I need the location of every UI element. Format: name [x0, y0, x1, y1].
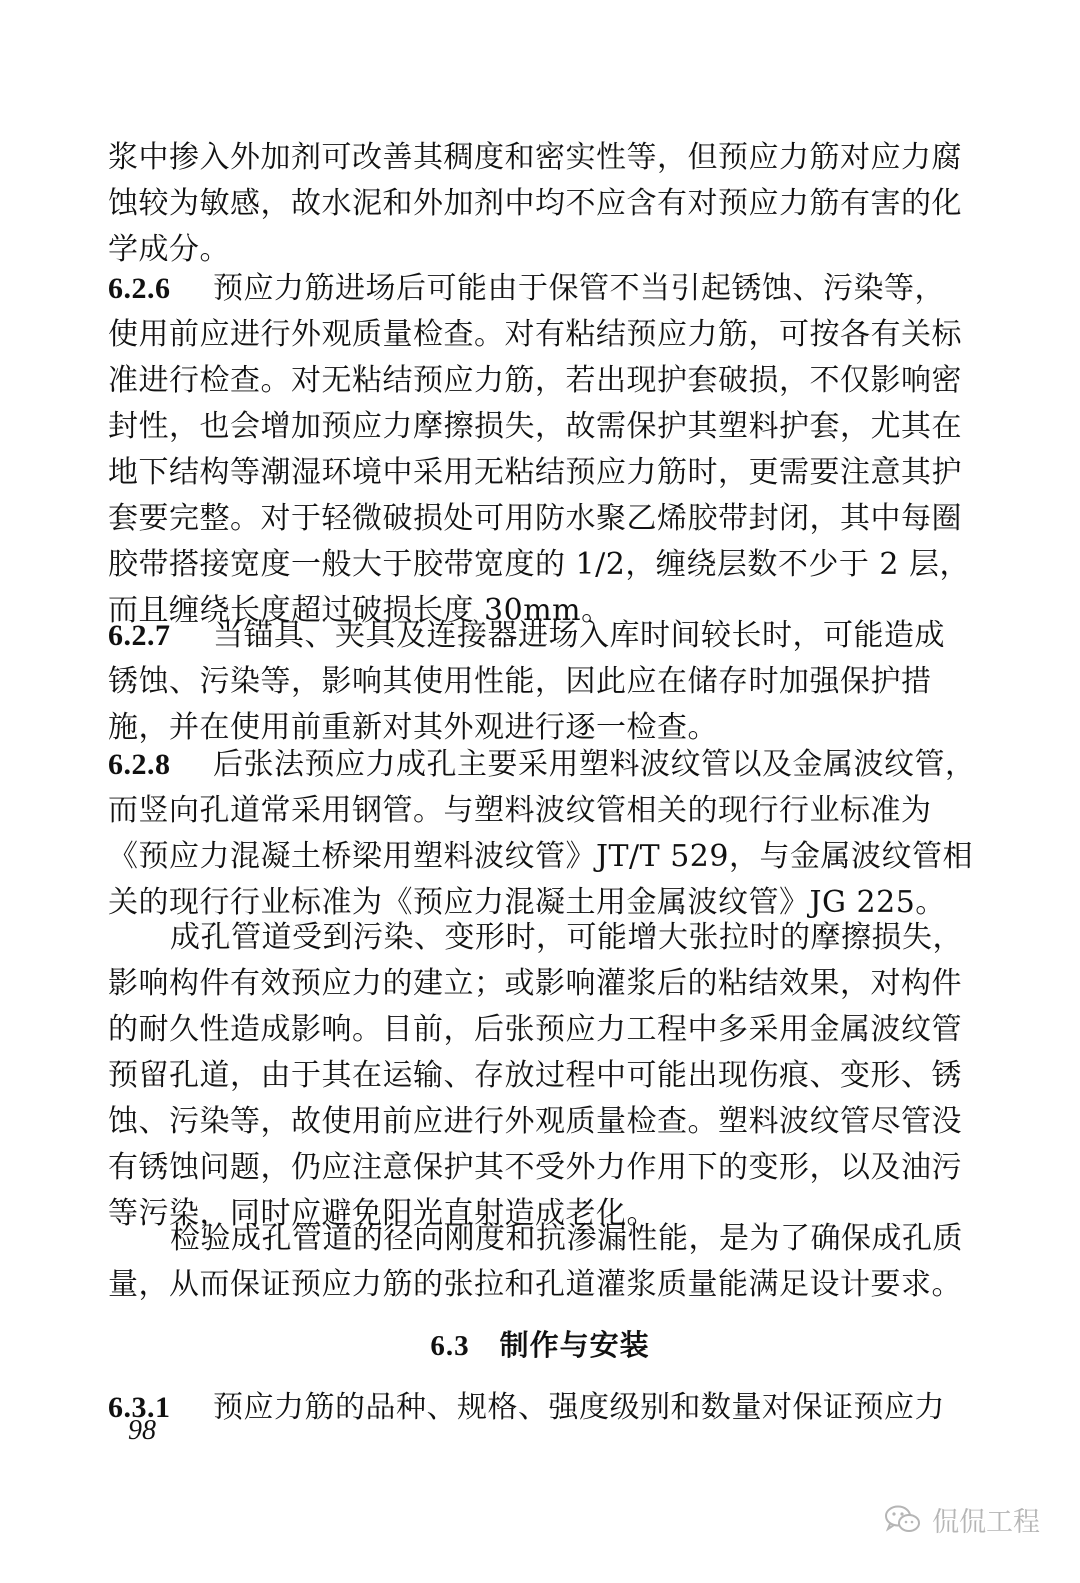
text-line: 的耐久性造成影响。目前，后张预应力工程中多采用金属波纹管	[108, 1012, 962, 1047]
text-line	[108, 613, 963, 659]
text-line: 蚀、污染等，故使用前应进行外观质量检查。塑料波纹管尽管没	[108, 1104, 962, 1139]
text-line: 预留孔道，由于其在运输、存放过程中可能出现伤痕、变形、锈	[108, 1058, 962, 1093]
text-line: 锈蚀、污染等，影响其使用性能，因此应在储存时加强保护措	[108, 664, 932, 699]
text-line-content: 预应力筋的品种、规格、强度级别和数量对保证预应力	[213, 1390, 945, 1425]
watermark-text: 侃侃工程	[932, 1507, 1040, 1538]
clause-number: 6.3.1	[108, 1391, 171, 1424]
clause-number: 6.2.7	[108, 619, 171, 652]
section-heading	[0, 1323, 1080, 1364]
text-line: 学成分。	[108, 232, 230, 267]
text-line-content: 预应力筋进场后可能由于保管不当引起锈蚀、污染等，	[213, 271, 945, 306]
text-line: 准进行检查。对无粘结预应力筋，若出现护套破损，不仅影响密	[108, 363, 962, 398]
page-number: 98	[128, 1415, 156, 1446]
text-line: 影响构件有效预应力的建立；或影响灌浆后的粘结效果，对构件	[108, 966, 962, 1001]
text-line-content: 检验成孔管道的径向刚度和抗渗漏性能，是为了确保成孔质	[170, 1221, 963, 1256]
text-line: 而竖向孔道常采用钢管。与塑料波纹管相关的现行行业标准为	[108, 793, 932, 828]
text-line: 套要完整。对于轻微破损处可用防水聚乙烯胶带封闭，其中每圈	[108, 501, 962, 536]
text-line	[108, 1216, 963, 1262]
text-line: 量，从而保证预应力筋的张拉和孔道灌浆质量能满足设计要求。	[108, 1267, 962, 1302]
section-number: 6.3	[430, 1330, 470, 1362]
text-line: 蚀较为敏感，故水泥和外加剂中均不应含有对预应力筋有害的化	[108, 186, 962, 221]
text-line: 关的现行行业标准为《预应力混凝土用金属波纹管》JG 225。	[108, 885, 946, 920]
text-line	[108, 266, 963, 312]
text-line	[108, 742, 976, 788]
paragraph-continuation	[108, 135, 963, 273]
section-title: 制作与安装	[499, 1328, 650, 1362]
text-line: 《预应力混凝土桥梁用塑料波纹管》JT/T 529，与金属波纹管相	[108, 839, 973, 874]
text-line-content: 后张法预应力成孔主要采用塑料波纹管以及金属波纹管，	[213, 747, 976, 782]
clause-6-2-6	[108, 266, 970, 634]
clause-6-3-1	[108, 1385, 963, 1431]
clause-6-2-7	[108, 613, 963, 751]
text-line: 有锈蚀问题，仍应注意保护其不受外力作用下的变形，以及油污	[108, 1150, 962, 1185]
text-line-content: 成孔管道受到污染、变形时，可能增大张拉时的摩擦损失，	[170, 920, 963, 955]
text-line: 而且缠绕长度超过破损长度 30mm。	[108, 593, 612, 628]
watermark	[884, 1500, 1040, 1539]
text-line: 浆中掺入外加剂可改善其稠度和密实性等，但预应力筋对应力腐	[108, 140, 962, 175]
clause-number: 6.2.8	[108, 748, 171, 781]
text-line: 施，并在使用前重新对其外观进行逐一检查。	[108, 710, 718, 745]
text-line: 等污染，同时应避免阳光直射造成老化。	[108, 1196, 657, 1231]
wechat-icon	[884, 1504, 922, 1536]
text-line	[108, 1385, 963, 1431]
text-line: 地下结构等潮湿环境中采用无粘结预应力筋时，更需要注意其护	[108, 455, 962, 490]
text-line: 封性，也会增加预应力摩擦损失，故需保护其塑料护套，尤其在	[108, 409, 962, 444]
clause-number: 6.2.6	[108, 272, 171, 305]
paragraph-pipe-inspection	[108, 1216, 963, 1308]
text-line	[108, 915, 963, 961]
text-line: 胶带搭接宽度一般大于胶带宽度的 1/2，缠绕层数不少于 2 层，	[108, 547, 970, 582]
clause-6-2-8	[108, 742, 976, 926]
text-line-content: 当锚具、夹具及连接器进场入库时间较长时，可能造成	[213, 618, 945, 653]
text-line: 使用前应进行外观质量检查。对有粘结预应力筋，可按各有关标	[108, 317, 962, 352]
paragraph-pipe-contamination	[108, 915, 963, 1237]
